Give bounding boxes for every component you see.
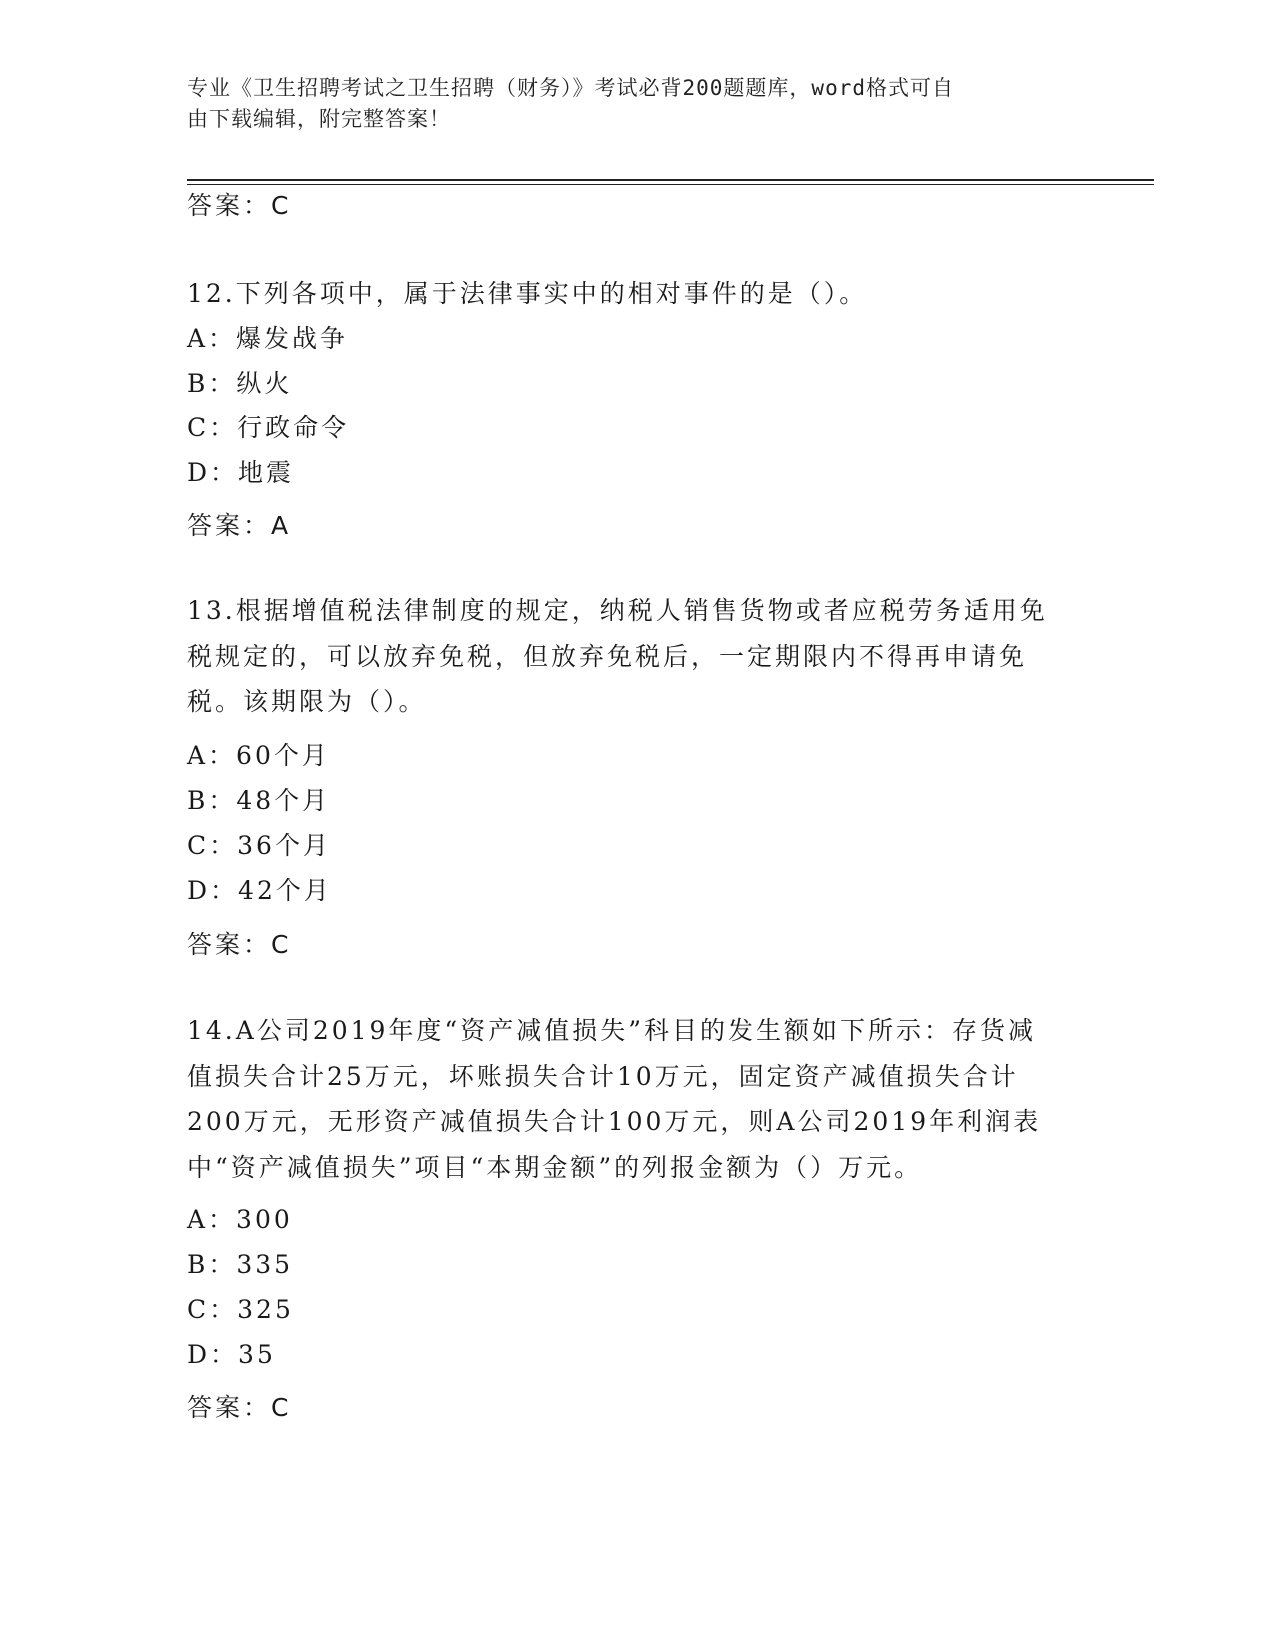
header-divider-thick	[187, 179, 1154, 181]
question-14-stem-line: 值损失合计25万元，坏账损失合计10万元，固定资产减值损失合计	[187, 1061, 1019, 1091]
question-12-option-a: A：爆发战争	[187, 324, 349, 353]
question-14-option-b: B：335	[187, 1250, 294, 1279]
question-13-option-d: D：42个月	[187, 876, 332, 905]
question-12-answer: 答案：A	[187, 511, 292, 540]
question-14-stem	[187, 1008, 1087, 1190]
question-14-answer: 答案：C	[187, 1393, 292, 1422]
previous-answer: 答案：C	[187, 191, 292, 220]
question-12-option-d: D：地震	[187, 458, 295, 487]
header-divider-thin	[187, 184, 1154, 185]
question-14-option-d: D：35	[187, 1340, 276, 1369]
question-14-stem-line: 14.A公司2019年度“资产减值损失”科目的发生额如下所示：存货减	[187, 1016, 1036, 1045]
question-13-option-b: B：48个月	[187, 786, 331, 815]
question-14-stem-line: 200万元，无形资产减值损失合计100万元，则A公司2019年利润表	[187, 1107, 1042, 1136]
question-13-stem-line: 13.根据增值税法律制度的规定，纳税人销售货物或者应税劳务适用免	[187, 596, 1048, 625]
question-14-stem-line: 中“资产减值损失”项目“本期金额”的列报金额为（）万元。	[187, 1152, 923, 1182]
question-13-stem-line: 税。该期限为（）。	[187, 687, 427, 716]
question-12-option-b: B：纵火	[187, 369, 293, 398]
header-line-2: 由下载编辑，附完整答案！	[187, 107, 451, 131]
question-13-option-c: C：36个月	[187, 831, 331, 860]
header-line-1: 专业《卫生招聘考试之卫生招聘（财务）》考试必背200题题库，word格式可自	[187, 76, 954, 100]
question-13-answer: 答案：C	[187, 930, 292, 959]
question-14-option-a: A：300	[187, 1205, 293, 1234]
question-12-option-c: C：行政命令	[187, 413, 350, 442]
question-13-stem	[187, 588, 1087, 725]
question-13-option-a: A：60个月	[187, 741, 330, 770]
question-14-option-c: C：325	[187, 1295, 294, 1324]
document-header	[187, 73, 1067, 135]
question-13-stem-line: 税规定的，可以放弃免税，但放弃免税后，一定期限内不得再申请免	[187, 641, 1028, 671]
question-12-stem: 12.下列各项中，属于法律事实中的相对事件的是（）。	[187, 279, 868, 308]
